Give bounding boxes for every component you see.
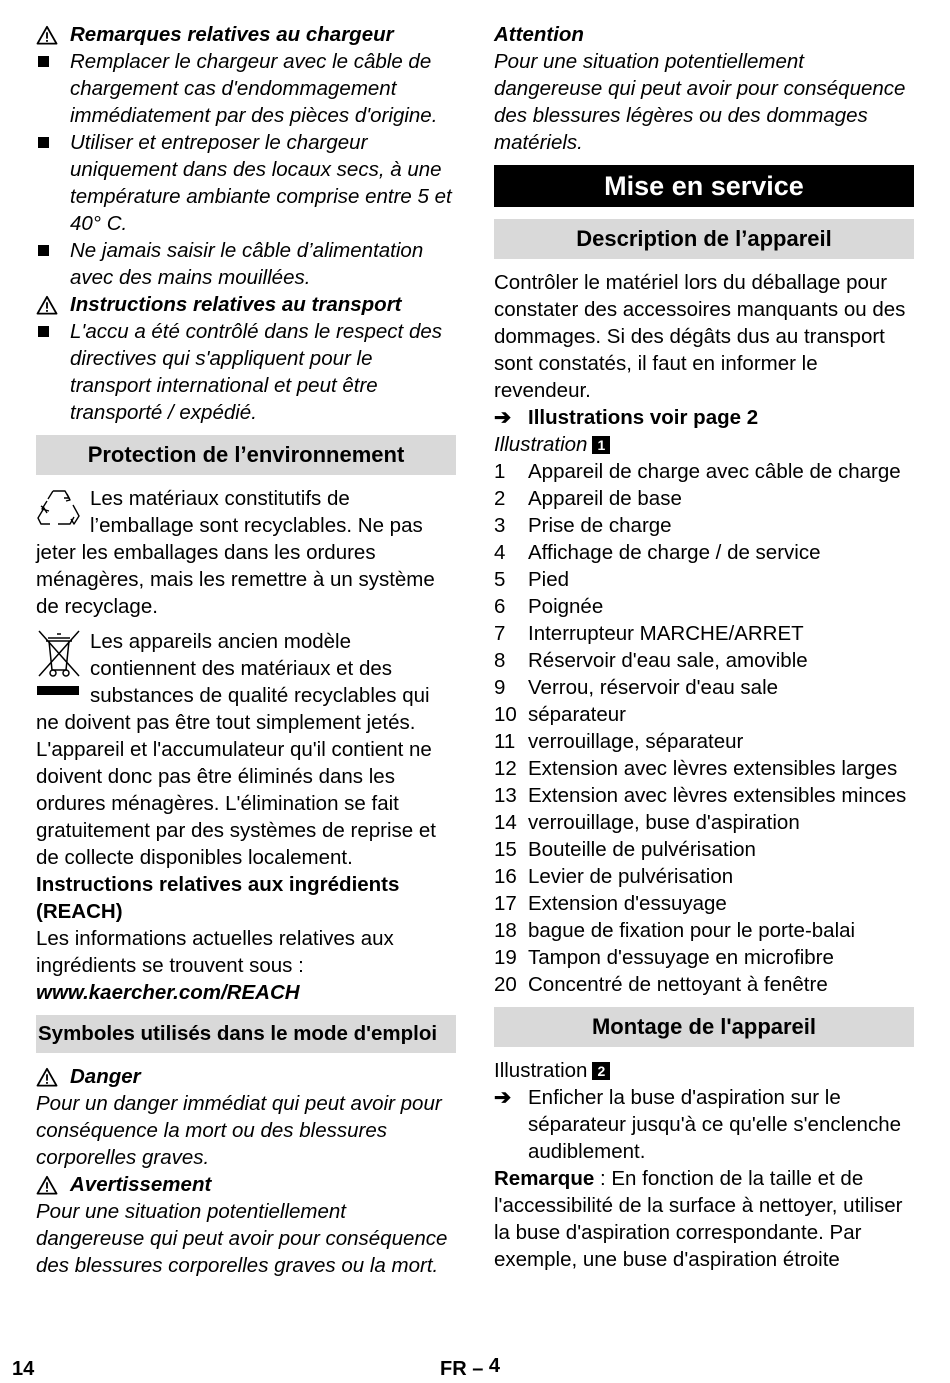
list-item: L'accu a été contrôlé dans le respect des directives qui s'appliquent pour le transport international et peut être transporté / expédié. [36,318,456,426]
part-number: 10 [494,703,517,726]
charger-notes-heading [36,21,456,48]
arrow-right-icon: ➔ [494,406,512,429]
transport-list [36,318,456,426]
montage-heading: Montage de l'appareil [494,1007,914,1047]
symbols-heading: Symboles utilisés dans le mode d'emploi [36,1015,456,1053]
warning-heading [36,1171,456,1198]
list-item [494,458,914,485]
illustration-label: Illustration [494,1059,588,1082]
part-number: 17 [494,892,517,915]
language-code: FR [440,1358,467,1380]
list-item [494,701,914,728]
list-item [494,593,914,620]
montage-step-text: Enficher la buse d'aspiration sur le séparateur jusqu'à ce qu'elle s'enclenche audiblement. [528,1086,902,1163]
warning-triangle-icon [36,295,58,315]
part-number: 5 [494,568,506,591]
list-item [494,566,914,593]
recycle-icon [36,485,82,529]
illustration-label: Illustration [494,433,588,456]
list-item [494,674,914,701]
list-item [494,863,914,890]
part-number: 19 [494,946,517,969]
list-item [494,890,914,917]
list-item [494,755,914,782]
part-label: verrouillage, buse d'aspiration [528,811,800,834]
recycle-paragraph [36,485,456,620]
part-label: Extension d'essuyage [528,892,727,915]
reach-title: Instructions relatives aux ingrédients (REACH) [36,873,400,923]
danger-text: Pour un danger immédiat qui peut avoir pour conséquence la mort ou des blessures corporelles graves. [36,1092,442,1169]
part-label: Extension avec lèvres extensibles larges [528,757,898,780]
part-label: bague de fixation pour le porte-balai [528,919,856,942]
arrow-right-icon: ➔ [494,1086,512,1109]
part-number: 13 [494,784,517,807]
part-number: 12 [494,757,517,780]
list-item [494,971,914,998]
see-page-text: Illustrations voir page 2 [528,406,759,429]
part-number: 11 [494,730,516,753]
right-column [494,21,914,1273]
warning-title: Avertissement [70,1173,212,1196]
transport-title: Instructions relatives au transport [70,293,402,316]
see-page-line [494,404,914,431]
footer-language [440,1356,500,1383]
part-label: Prise de charge [528,514,672,537]
part-number: 3 [494,514,506,537]
danger-title: Danger [70,1065,141,1088]
part-number: 9 [494,676,506,699]
description-text: Contrôler le matériel lors du déballage pour constater des accessoires manquants ou des dommages. Si des dégâts dus au transport sont constatés, il faut en informer le revendeur. [494,271,906,402]
warning-triangle-icon [36,1175,58,1195]
weee-text: Les appareils ancien modèle contiennent des matériaux et des substances de qualité recyclables qui ne doivent pas être tout simplement jetés. L'appareil et l'accumulateur qu'il contient ne doivent donc pas être éliminés dans les ordures ménagères. L'élimination se fait gratuitement par des systèmes de reprise et de collecte disponibles localement. [36,630,436,869]
part-label: Appareil de base [528,487,682,510]
list-item [494,836,914,863]
part-label: Levier de pulvérisation [528,865,734,888]
part-label: Affichage de charge / de service [528,541,821,564]
part-number: 18 [494,919,517,942]
page-number: 14 [12,1358,35,1380]
part-number: 14 [494,811,517,834]
part-number: 2 [494,487,506,510]
list-item: Utiliser et entreposer le chargeur uniquement dans des locaux secs, à une température ambiante comprise entre 5 et 40° C. [36,129,456,237]
part-label: verrouillage, séparateur [528,730,744,753]
part-label: Concentré de nettoyant à fenêtre [528,973,828,996]
weee-paragraph [36,628,456,871]
part-label: Extension avec lèvres extensibles minces [528,784,907,807]
list-item [494,485,914,512]
part-number: 16 [494,865,517,888]
part-label: Appareil de charge avec câble de charge [528,460,901,483]
remark-text: : En fonction de la taille et de l'accessibilité de la surface à nettoyer, utiliser la buse d'aspiration correspondante. Par exemple, une buse d'aspiration étroite [494,1167,903,1271]
charger-notes-list [36,48,456,291]
environment-heading: Protection de l’environnement [36,435,456,475]
illustration-number-badge: 1 [592,436,610,454]
part-label: Bouteille de pulvérisation [528,838,756,861]
part-label: Poignée [528,595,604,618]
part-label: Verrou, réservoir d'eau sale [528,676,779,699]
part-number: 6 [494,595,506,618]
attention-text: Pour une situation potentiellement dangereuse qui peut avoir pour conséquence des blessures légères ou des dommages matériels. [494,50,906,154]
sub-page-number: 4 [488,1355,501,1377]
footer-separator: – [472,1358,484,1380]
list-item [494,782,914,809]
recycle-text: Les matériaux constitutifs de l’emballage sont recyclables. Ne pas jeter les emballages dans les ordures ménagères, mais les remettre à un système de recyclage. [36,487,435,618]
list-item: Ne jamais saisir le câble d’alimentation avec des mains mouillées. [36,237,456,291]
part-number: 1 [494,460,506,483]
list-item [494,917,914,944]
list-item [494,512,914,539]
part-label: séparateur [528,703,627,726]
part-label: Réservoir d'eau sale, amovible [528,649,808,672]
attention-title: Attention [494,23,584,46]
remark-label: Remarque [494,1167,595,1190]
part-number: 8 [494,649,506,672]
charger-notes-title: Remarques relatives au chargeur [70,23,394,46]
part-label: Tampon d'essuyage en microfibre [528,946,834,969]
list-item [494,809,914,836]
list-item [494,620,914,647]
description-heading: Description de l’appareil [494,219,914,259]
warning-text: Pour une situation potentiellement dangereuse qui peut avoir pour conséquence des blessures corporelles graves ou la mort. [36,1200,448,1277]
list-item [494,944,914,971]
part-number: 7 [494,622,506,645]
list-item [494,539,914,566]
crossed-bin-icon [36,628,82,698]
warning-triangle-icon [36,25,58,45]
mise-en-service-heading: Mise en service [494,165,914,207]
list-item [494,728,914,755]
warning-triangle-icon [36,1067,58,1087]
list-item: Remplacer le chargeur avec le câble de chargement cas d'endommagement immédiatement par des pièces d'origine. [36,48,456,129]
part-number: 20 [494,973,517,996]
list-item [494,647,914,674]
montage-step [494,1084,914,1165]
parts-list [494,458,914,998]
part-number: 15 [494,838,517,861]
part-label: Pied [528,568,570,591]
left-column [36,21,456,1279]
reach-text: Les informations actuelles relatives aux ingrédients se trouvent sous : [36,927,394,977]
illustration-ref-2 [494,1057,914,1084]
transport-heading [36,291,456,318]
part-number: 4 [494,541,506,564]
danger-heading [36,1063,456,1090]
reach-url-link[interactable]: www.kaercher.com/REACH [36,981,300,1004]
part-label: Interrupteur MARCHE/ARRET [528,622,804,645]
illustration-number-badge: 2 [592,1062,610,1080]
remark-paragraph [494,1165,914,1273]
illustration-ref-1 [494,431,914,458]
